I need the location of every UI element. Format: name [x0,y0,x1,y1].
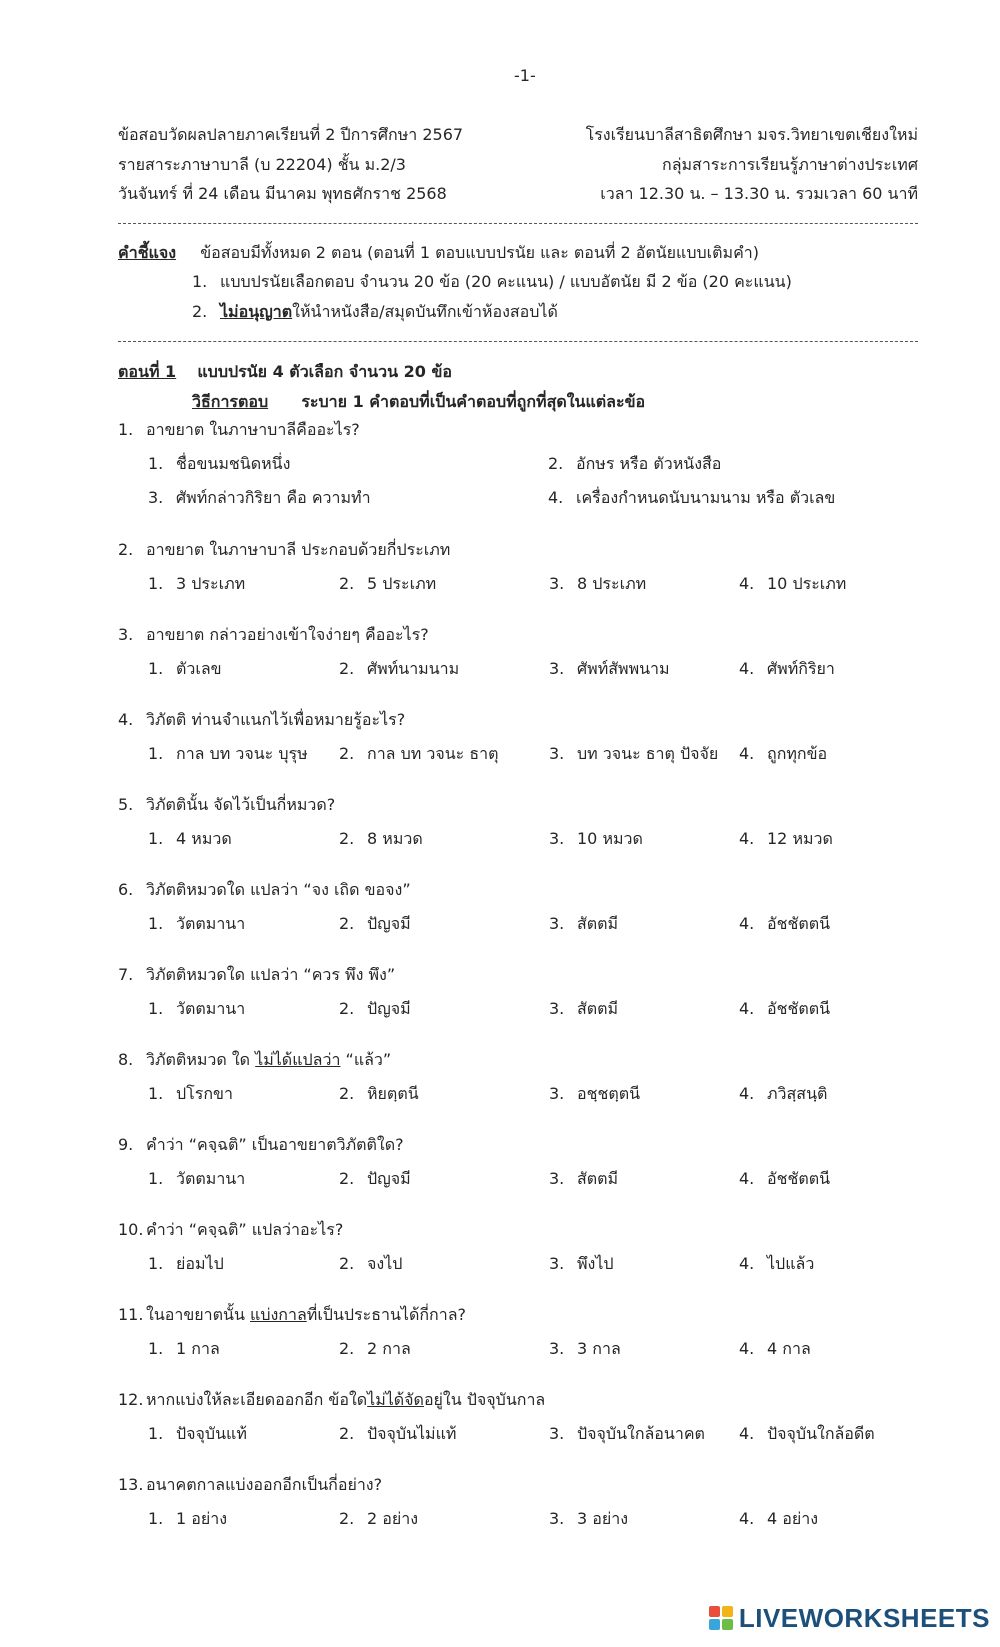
option-number: 1. [148,999,164,1018]
answer-option[interactable] [148,744,308,764]
option-text: 1 อย่าง [176,1509,228,1528]
option-number: 4. [739,999,755,1018]
answer-option[interactable] [549,574,646,594]
option-number: 3. [549,829,565,848]
answer-option[interactable] [148,1169,245,1189]
answer-option[interactable] [148,829,232,849]
question-prompt-end: อยู่ใน ปัจจุบันกาล [423,1390,546,1409]
question-7 [118,965,918,1035]
option-text: ชื่อขนมชนิดหนึ่ง [176,454,291,473]
question-text [118,540,450,560]
option-text: ไปแล้ว [767,1254,815,1273]
option-number: 3. [549,744,565,763]
part1-method [192,392,645,412]
option-text: ถูกทุกข้อ [767,744,828,763]
option-text: หิยตฺตนี [367,1084,419,1103]
question-prompt-end: “แล้ว” [340,1050,392,1069]
answer-option[interactable] [339,1169,411,1189]
answer-option[interactable] [739,999,830,1019]
liveworksheets-icon [709,1606,733,1630]
question-prompt: อาขยาต กล่าวอย่างเข้าใจง่ายๆ คืออะไร? [146,625,429,644]
answer-option[interactable] [549,914,618,934]
part1-label: ตอนที่ 1 [118,362,177,381]
divider [118,341,918,342]
option-text: สัตตมี [577,1169,619,1188]
option-number: 2. [339,574,355,593]
answer-option[interactable] [339,659,459,679]
option-text: จงไป [367,1254,403,1273]
option-text: ปัจจุบันแท้ [176,1424,247,1443]
question-number: 6. [118,880,134,899]
answer-option[interactable] [148,1254,224,1274]
option-number: 2. [339,1509,355,1528]
option-number: 4. [739,914,755,933]
option-number: 3. [549,1254,565,1273]
question-number: 1. [118,420,134,439]
option-text: ปัจจุบันใกล้อนาคต [577,1424,705,1443]
option-text: 4 อย่าง [767,1509,819,1528]
option-number: 4. [739,659,755,678]
option-text: สัตตมี [577,914,619,933]
header-exam-title: ข้อสอบวัดผลปลายภาคเรียนที่ 2 ปีการศึกษา 2567 [118,125,464,144]
option-text: 10 หมวด [577,829,643,848]
instruction-text: ให้นำหนังสือ/สมุดบันทึกเข้าห้องสอบได้ [292,302,558,321]
answer-option[interactable] [339,1339,411,1359]
answer-option[interactable] [739,1424,875,1444]
option-number: 3. [549,1169,565,1188]
option-text: 2 อย่าง [367,1509,419,1528]
question-number: 12. [118,1390,144,1409]
answer-option[interactable] [148,574,245,594]
option-text: วัตตมานา [176,914,246,933]
answer-option[interactable] [339,1424,456,1444]
watermark-text: LIVEWORKSHEETS [738,1602,990,1633]
option-number: 1. [148,914,164,933]
question-9 [118,1135,918,1205]
answer-option[interactable] [549,1169,618,1189]
option-text: 8 ประเภท [577,574,647,593]
answer-option[interactable] [549,1084,640,1104]
option-number: 1. [148,1509,164,1528]
option-text: 8 หมวด [367,829,423,848]
option-number: 3. [549,659,565,678]
question-text [118,880,411,900]
option-number: 1. [148,574,164,593]
option-text: อัชชัตตนี [767,914,831,933]
question-prompt: คำว่า “คจฺฉติ” แปลว่าอะไร? [146,1220,344,1239]
question-prompt: อาขยาต ในภาษาบาลี ประกอบด้วยกี่ประเภท [146,540,451,559]
header-date: วันจันทร์ ที่ 24 เดือน มีนาคม พุทธศักราช 2568 [118,184,447,203]
question-11 [118,1305,918,1375]
option-number: 4. [739,1509,755,1528]
option-number: 1. [148,454,164,473]
option-number: 3. [148,488,164,507]
answer-option[interactable] [148,914,245,934]
answer-option[interactable] [339,1254,402,1274]
answer-option[interactable] [339,829,423,849]
option-text: สัตตมี [577,999,619,1018]
question-number: 13. [118,1475,144,1494]
question-prompt: คำว่า “คจฺฉติ” เป็นอาขยาตวิภัตติใด? [146,1135,404,1154]
option-text: 3 ประเภท [176,574,246,593]
answer-option[interactable] [739,659,835,679]
option-text: อัชชัตตนี [767,999,831,1018]
option-text: ปัญจมี [367,999,411,1018]
answer-option[interactable] [339,744,498,764]
question-prompt: ในอาขยาตนั้น [146,1305,250,1324]
answer-option[interactable] [339,1509,418,1529]
option-number: 4. [739,1169,755,1188]
option-number: 2. [339,659,355,678]
option-text: ศัพท์นามนาม [367,659,460,678]
question-emphasis: ไม่ได้จัด [367,1390,424,1409]
header-time: เวลา 12.30 น. – 13.30 น. รวมเวลา 60 นาที [600,184,918,203]
answer-option[interactable] [148,1084,233,1104]
option-text: 10 ประเภท [767,574,847,593]
answer-option[interactable] [549,1424,705,1444]
option-number: 3. [549,1084,565,1103]
answer-option[interactable] [548,454,721,474]
answer-option[interactable] [339,574,436,594]
option-text: 5 ประเภท [367,574,437,593]
answer-option[interactable] [549,1254,614,1274]
option-number: 2. [339,1424,355,1443]
option-number: 2. [339,829,355,848]
option-text: ปัจจุบันไม่แท้ [367,1424,457,1443]
option-number: 1. [148,744,164,763]
answer-option[interactable] [739,1339,811,1359]
question-number: 10. [118,1220,144,1239]
part1-title: แบบปรนัย 4 ตัวเลือก จำนวน 20 ข้อ [197,362,452,381]
option-text: ย่อมไป [176,1254,224,1273]
answer-option[interactable] [548,488,835,508]
option-number: 2. [339,1169,355,1188]
option-text: บท วจนะ ธาตุ ปัจจัย [577,744,719,763]
answer-option[interactable] [339,914,411,934]
answer-option[interactable] [549,659,670,679]
header-school: โรงเรียนบาลีสาธิตศึกษา มจร.วิทยาเขตเชียงใหม่ [585,125,918,144]
option-number: 2. [339,1339,355,1358]
question-prompt: วิภัตติหมวดใด แปลว่า “ควร พึง พึง” [146,965,396,984]
option-number: 3. [549,1509,565,1528]
question-text [118,795,335,815]
option-number: 4. [739,1254,755,1273]
option-number: 1. [148,659,164,678]
option-number: 4. [739,574,755,593]
question-prompt: วิภัตติหมวดใด แปลว่า “จง เถิด ขอจง” [146,880,411,899]
option-number: 1. [148,1169,164,1188]
option-text: ปัญจมี [367,1169,411,1188]
option-text: พึงไป [577,1254,614,1273]
option-number: 1. [148,1254,164,1273]
question-prompt: อนาคตกาลแบ่งออกอีกเป็นกี่อย่าง? [146,1475,383,1494]
method-label: วิธีการตอบ [192,392,269,411]
answer-option[interactable] [339,1084,419,1104]
option-text: ศัพท์กิริยา [767,659,835,678]
method-text: ระบาย 1 คำตอบที่เป็นคำตอบที่ถูกที่สุดในแต่ละข้อ [301,392,646,411]
option-number: 1. [148,1339,164,1358]
answer-option[interactable] [148,1339,220,1359]
option-text: ภวิสฺสนฺติ [767,1084,828,1103]
answer-option[interactable] [148,454,290,474]
option-number: 3. [549,1424,565,1443]
option-number: 2. [339,914,355,933]
answer-option[interactable] [148,1424,247,1444]
question-3 [118,625,918,695]
question-prompt: หากแบ่งให้ละเอียดออกอีก ข้อใด [146,1390,368,1409]
question-text [118,1390,545,1410]
answer-option[interactable] [739,744,827,764]
instructions-line [118,243,759,263]
answer-option[interactable] [739,1084,827,1104]
instruction-emphasis: ไม่อนุญาต [220,302,293,321]
question-10 [118,1220,918,1290]
answer-option[interactable] [549,829,643,849]
answer-option[interactable] [739,1254,814,1274]
option-number: 3. [549,574,565,593]
question-number: 11. [118,1305,144,1324]
question-prompt: อาขยาต ในภาษาบาลีคืออะไร? [146,420,360,439]
option-number: 1. [148,1424,164,1443]
question-number: 9. [118,1135,134,1154]
question-text [118,420,360,440]
question-text [118,1475,382,1495]
question-emphasis: แบ่งกาล [250,1305,307,1324]
instruction-number: 1. [192,272,208,291]
question-8 [118,1050,918,1120]
option-text: ศัพท์สัพพนาม [577,659,670,678]
question-text [118,1135,404,1155]
option-number: 1. [148,1084,164,1103]
header-subject: รายสาระภาษาบาลี (บ 22204) ชั้น ม.2/3 [118,155,406,174]
option-number: 1. [148,829,164,848]
option-number: 2. [339,1084,355,1103]
question-6 [118,880,918,950]
question-prompt-end: ที่เป็นประธานได้กี่กาล? [306,1305,466,1324]
option-text: 1 กาล [176,1339,220,1358]
option-number: 4. [739,829,755,848]
question-number: 7. [118,965,134,984]
question-1 [118,420,918,507]
option-text: กาล บท วจนะ บุรุษ [176,744,308,763]
answer-option[interactable] [549,744,718,764]
instructions-item-2 [192,302,558,322]
question-13 [118,1475,918,1545]
option-text: เครื่องกำหนดนับนามนาม หรือ ตัวเลข [576,488,836,507]
question-number: 2. [118,540,134,559]
question-number: 5. [118,795,134,814]
option-text: ปโรกขา [176,1084,233,1103]
question-text [118,710,405,730]
answer-option[interactable] [148,488,371,508]
option-number: 3. [549,914,565,933]
answer-option[interactable] [739,914,830,934]
question-2 [118,540,918,610]
answer-option[interactable] [148,1509,227,1529]
answer-option[interactable] [549,1339,621,1359]
option-number: 4. [739,1424,755,1443]
instruction-number: 2. [192,302,208,321]
option-text: 4 กาล [767,1339,811,1358]
question-number: 4. [118,710,134,729]
part1-heading [118,362,452,382]
question-prompt: วิภัตติหมวด ใด [146,1050,256,1069]
option-number: 4. [739,744,755,763]
question-text [118,1220,343,1240]
option-text: อชฺชตฺตนี [577,1084,641,1103]
question-text [118,1050,391,1070]
option-text: 4 หมวด [176,829,232,848]
option-text: 3 กาล [577,1339,621,1358]
answer-option[interactable] [739,1509,818,1529]
option-text: ศัพท์กล่าวกิริยา คือ ความทำ [176,488,371,507]
answer-option[interactable] [148,999,245,1019]
option-text: ตัวเลข [176,659,222,678]
page-number: -1- [514,66,536,85]
option-text: อักษร หรือ ตัวหนังสือ [576,454,722,473]
option-number: 3. [549,1339,565,1358]
option-text: 2 กาล [367,1339,411,1358]
option-number: 2. [339,999,355,1018]
question-prompt: วิภัตติ ท่านจำแนกไว้เพื่อหมายรู้อะไร? [146,710,406,729]
instructions-label: คำชี้แจง [118,243,177,262]
question-5 [118,795,918,865]
option-text: วัตตมานา [176,999,246,1018]
answer-option[interactable] [739,574,846,594]
option-number: 4. [739,1339,755,1358]
question-text [118,1305,466,1325]
option-text: กาล บท วจนะ ธาตุ [367,744,499,763]
question-text [118,965,395,985]
option-number: 4. [739,1084,755,1103]
answer-option[interactable] [549,1509,628,1529]
option-text: วัตตมานา [176,1169,246,1188]
option-number: 3. [549,999,565,1018]
instructions-text: ข้อสอบมีทั้งหมด 2 ตอน (ตอนที่ 1 ตอบแบบปรนัย และ ตอนที่ 2 อัตนัยแบบเติมคำ) [200,243,759,262]
question-number: 3. [118,625,134,644]
question-4 [118,710,918,780]
answer-option[interactable] [549,999,618,1019]
option-number: 2. [339,1254,355,1273]
question-prompt: วิภัตตินั้น จัดไว้เป็นกี่หมวด? [146,795,336,814]
question-emphasis: ไม่ได้แปลว่า [255,1050,341,1069]
option-text: 12 หมวด [767,829,833,848]
answer-option[interactable] [739,829,833,849]
option-text: ปัจจุบันใกล้อดีต [767,1424,875,1443]
answer-option[interactable] [339,999,411,1019]
option-number: 2. [339,744,355,763]
answer-option[interactable] [148,659,222,679]
answer-option[interactable] [739,1169,830,1189]
option-text: 3 อย่าง [577,1509,629,1528]
question-text [118,625,429,645]
option-text: ปัญจมี [367,914,411,933]
header-department: กลุ่มสาระการเรียนรู้ภาษาต่างประเทศ [662,155,918,174]
divider [118,223,918,224]
question-12 [118,1390,918,1460]
question-number: 8. [118,1050,134,1069]
option-number: 2. [548,454,564,473]
option-text: อัชชัตตนี [767,1169,831,1188]
liveworksheets-logo [709,1603,990,1633]
instructions-item-1 [192,272,792,292]
option-number: 4. [548,488,564,507]
instruction-text: แบบปรนัยเลือกตอบ จำนวน 20 ข้อ (20 คะแนน) / แบบอัตนัย มี 2 ข้อ (20 คะแนน) [220,272,792,291]
